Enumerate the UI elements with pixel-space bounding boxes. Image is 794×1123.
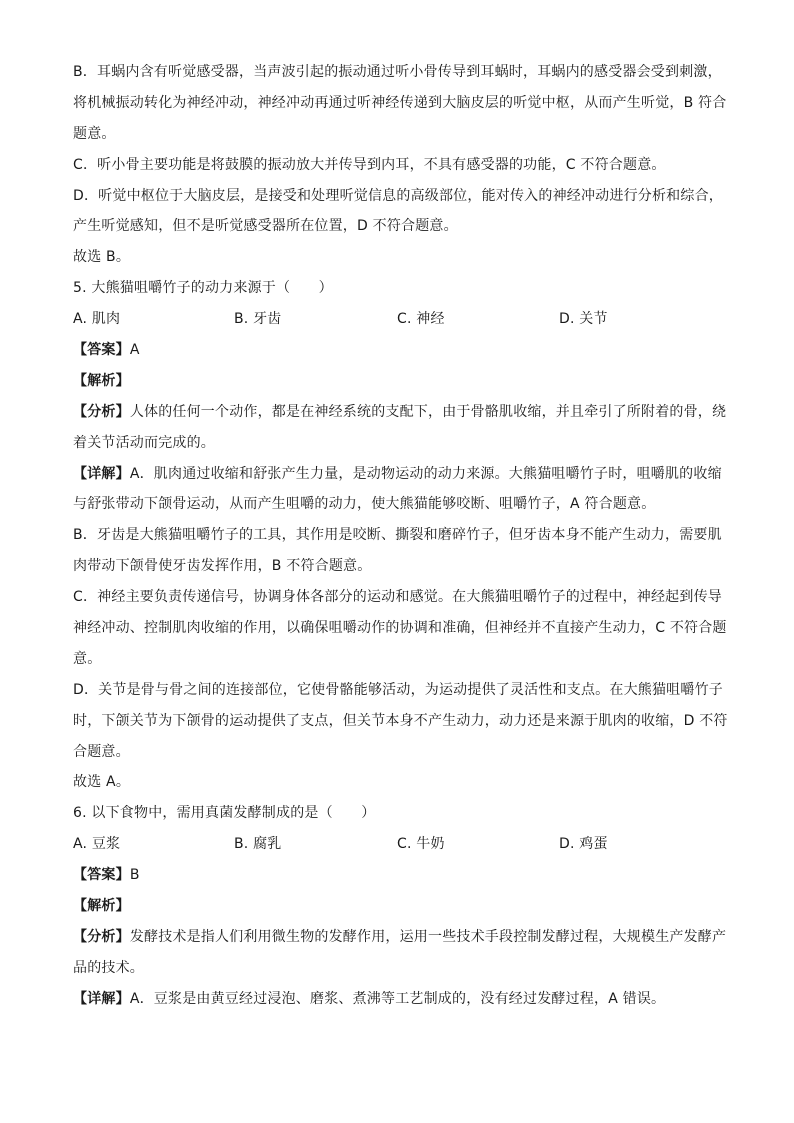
q6-fenxi-line-1 bbox=[73, 927, 725, 947]
q6-xiangjie-line-1 bbox=[73, 989, 725, 1009]
fenxi-text: 人体的任何一个动作，都是在神经系统的支配下，由于骨骼肌收缩，并且牵引了所附着的骨，绕 bbox=[129, 403, 727, 420]
q6-stem: 6. 以下食物中，需用真菌发酵制成的是（ ） bbox=[73, 805, 376, 822]
q5-option-b-explanation-line-1: B．牙齿是大熊猫咀嚼竹子的工具，其作用是咬断、撕裂和磨碎竹子，但牙齿本身不能产生动力，需要肌 bbox=[73, 527, 722, 544]
q6-option-c: C. 牛奶 bbox=[397, 836, 445, 853]
q6-fenxi-line-2: 品的技术。 bbox=[73, 959, 144, 976]
answer-tag: 【答案】 bbox=[73, 342, 130, 359]
q5-option-c-explanation-line-3: 意。 bbox=[73, 650, 102, 667]
q4-option-b-explanation-line-2: 将机械振动转化为神经冲动，神经冲动再通过听神经传递到大脑皮层的听觉中枢，从而产生听觉，B 符合 bbox=[73, 94, 727, 111]
q5-option-c: C. 神经 bbox=[397, 311, 445, 328]
q4-option-d-explanation-line-1: D．听觉中枢位于大脑皮层，是接受和处理听觉信息的高级部位，能对传入的神经冲动进行分析和综合， bbox=[73, 187, 723, 204]
xiangjie-tag: 【详解】 bbox=[73, 990, 130, 1007]
analysis-tag: 【解析】 bbox=[73, 372, 130, 389]
q5-options bbox=[73, 309, 725, 329]
q5-answer bbox=[73, 340, 725, 360]
analysis-tag: 【解析】 bbox=[73, 898, 130, 915]
q5-option-c-explanation-line-2: 神经冲动、控制肌肉收缩的作用，以确保咀嚼动作的协调和准确，但神经并不直接产生动力，C 不符合题 bbox=[73, 620, 727, 637]
q4-option-b-explanation-line-3: 题意。 bbox=[73, 125, 116, 142]
q5-fenxi-line-1 bbox=[73, 402, 725, 422]
q5-analysis-heading bbox=[73, 371, 725, 391]
answer-tag: 【答案】 bbox=[73, 867, 130, 884]
q6-option-d: D. 鸡蛋 bbox=[559, 836, 608, 853]
q5-option-c-explanation-line-1: C．神经主要负责传递信号，协调身体各部分的运动和感觉。在大熊猫咀嚼竹子的过程中，神经起到传导 bbox=[73, 589, 722, 606]
q5-option-a-explanation-line-2: 与舒张带动下颌骨运动，从而产生咀嚼的动力，使大熊猫能够咬断、咀嚼竹子，A 符合题意。 bbox=[73, 496, 656, 513]
q5-option-d: D. 关节 bbox=[559, 311, 608, 328]
q5-option-a: A. 肌肉 bbox=[73, 311, 121, 328]
fenxi-text: 发酵技术是指人们利用微生物的发酵作用，运用一些技术手段控制发酵过程，大规模生产发酵产 bbox=[129, 928, 727, 945]
xiangjie-tag: 【详解】 bbox=[73, 465, 130, 482]
q6-answer bbox=[73, 865, 725, 885]
document-page bbox=[73, 62, 728, 1020]
q5-fenxi-line-2: 着关节活动而完成的。 bbox=[73, 434, 215, 451]
q6-analysis-heading bbox=[73, 896, 725, 916]
q6-option-b: B. 腐乳 bbox=[234, 836, 282, 853]
q4-option-c-explanation: C．听小骨主要功能是将鼓膜的振动放大并传导到内耳，不具有感受器的功能，C 不符合题意。 bbox=[73, 156, 666, 173]
q5-option-d-explanation-line-2: 时，下颌关节为下颌骨的运动提供了支点，但关节本身不产生动力，动力还是来源于肌肉的收缩，D 不符 bbox=[73, 712, 728, 729]
q5-option-d-explanation-line-1: D．关节是骨与骨之间的连接部位，它使骨骼能够活动，为运动提供了灵活性和支点。在大熊猫咀嚼竹子 bbox=[73, 681, 723, 698]
q5-option-b-explanation-line-2: 肉带动下颌骨使牙齿发挥作用，B 不符合题意。 bbox=[73, 558, 372, 575]
q5-xiangjie-line-1 bbox=[73, 464, 725, 484]
fenxi-tag: 【分析】 bbox=[73, 403, 130, 420]
xiangjie-text: A．肌肉通过收缩和舒张产生力量，是动物运动的动力来源。大熊猫咀嚼竹子时，咀嚼肌的收缩 bbox=[129, 465, 722, 482]
q5-stem: 5. 大熊猫咀嚼竹子的动力来源于（ ） bbox=[73, 280, 333, 297]
q4-conclusion: 故选 B。 bbox=[73, 249, 131, 266]
answer-value: A bbox=[129, 342, 140, 359]
q5-option-b: B. 牙齿 bbox=[234, 311, 282, 328]
xiangjie-text: A．豆浆是由黄豆经过浸泡、磨浆、煮沸等工艺制成的，没有经过发酵过程，A 错误。 bbox=[129, 990, 666, 1007]
q6-options bbox=[73, 834, 725, 854]
q4-option-d-explanation-line-2: 产生听觉感知，但不是听觉感受器所在位置，D 不符合题意。 bbox=[73, 218, 458, 235]
q5-conclusion: 故选 A。 bbox=[73, 774, 131, 791]
q5-option-d-explanation-line-3: 合题意。 bbox=[73, 743, 130, 760]
fenxi-tag: 【分析】 bbox=[73, 928, 130, 945]
q4-option-b-explanation-line-1: B．耳蜗内含有听觉感受器，当声波引起的振动通过听小骨传导到耳蜗时，耳蜗内的感受器会受到刺激， bbox=[73, 64, 722, 80]
q6-option-a: A. 豆浆 bbox=[73, 836, 121, 853]
answer-value: B bbox=[129, 867, 140, 884]
